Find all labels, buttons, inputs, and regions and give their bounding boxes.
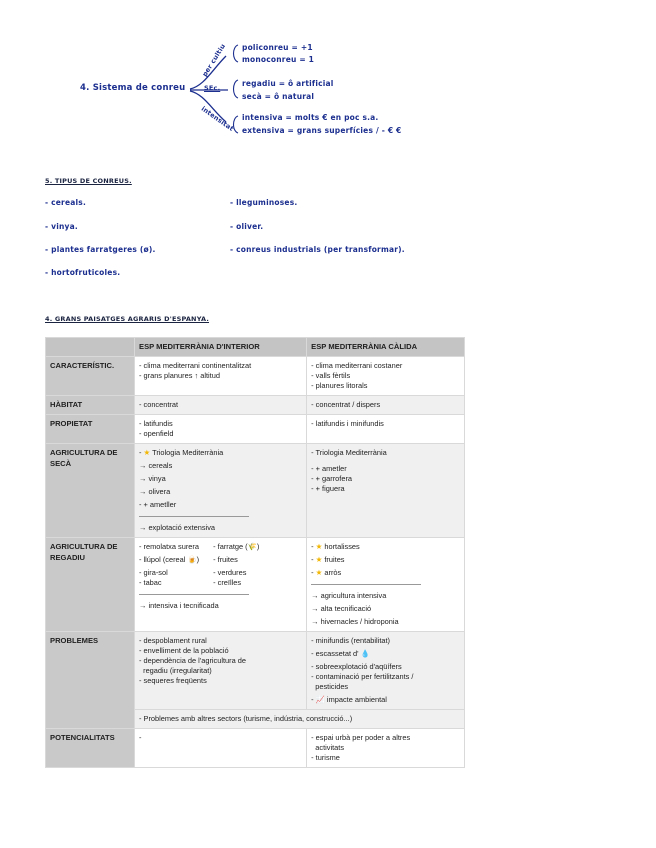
cell <box>135 538 307 632</box>
star-icon: ★ <box>315 542 323 552</box>
cell-line: - latifundis i minifundis <box>311 419 384 429</box>
paisatges-heading: 4. GRANS PAISATGES AGRARIS D'ESPANYA. <box>45 315 210 323</box>
table-header-row <box>46 338 465 357</box>
cell <box>135 396 307 415</box>
cell <box>135 632 307 710</box>
cell-text: hortalisses <box>324 542 360 552</box>
divider <box>139 516 249 517</box>
cell-line: - creïlles <box>213 578 242 588</box>
cell-line: - + ametler <box>311 464 347 474</box>
divider <box>311 584 421 585</box>
tipus-item: - vinya. <box>45 222 78 231</box>
cell-line: - valls fèrtils <box>311 371 351 381</box>
cell-line: - minifundis (rentabilitat) <box>311 636 391 646</box>
sistema-line: intensiva = molts € en poc s.a. <box>242 113 379 122</box>
table-row <box>46 729 465 768</box>
sistema-line: regadiu = ô artificial <box>242 79 334 88</box>
cell-line: → alta tecnificació <box>311 604 372 614</box>
cell <box>135 357 307 396</box>
star-icon: ★ <box>315 568 323 578</box>
table-row <box>46 396 465 415</box>
header-corner <box>46 338 135 357</box>
cell-line: - ★ Triologia Mediterrània <box>139 448 224 458</box>
cell-line: → vinya <box>139 474 166 484</box>
table-row <box>46 632 465 710</box>
cell-line: - despoblament rural <box>139 636 207 646</box>
cell-line: - ★ fruites <box>311 555 345 565</box>
cell <box>135 729 307 768</box>
cell-line: - clima mediterrani costaner <box>311 361 403 371</box>
cell-line: - envelliment de la població <box>139 646 229 656</box>
cell <box>135 415 307 444</box>
cell-line: - + garrofera <box>311 474 353 484</box>
branch-top-label: per cultiu <box>200 42 228 79</box>
branch-bottom-label: intensitat <box>199 104 236 133</box>
tipus-item: - hortofruticoles. <box>45 268 121 277</box>
cell-line: - Triologia Mediterrània <box>311 448 387 458</box>
cell-line: - remolatxa surera <box>139 542 199 552</box>
cell <box>307 538 465 632</box>
cell-line: - gira-sol <box>139 568 168 578</box>
cell-line: - concentrat <box>139 400 179 410</box>
tipus-item: - oliver. <box>230 222 264 231</box>
tipus-item: - lleguminoses. <box>230 198 298 207</box>
cell-line: - grans planures ↑ altitud <box>139 371 220 381</box>
cell-line: - 📈 impacte ambiental <box>311 695 387 705</box>
star-icon: ★ <box>315 555 323 565</box>
cell-shared: - Problemes amb altres sectors (turisme, indústria, construcció...) <box>135 710 465 729</box>
cell-line: - planures litorals <box>311 381 368 391</box>
cell-line: - ★ arròs <box>311 568 342 578</box>
cell <box>307 415 465 444</box>
sistema-line: extensiva = grans superfícies / - € € <box>242 126 402 135</box>
cell <box>307 357 465 396</box>
cell-line: - openfield <box>139 429 174 439</box>
table-row <box>46 444 465 538</box>
cell-line: - escassetat d' 💧 <box>311 649 370 659</box>
cell-line: regadiu (irregularitat) <box>139 666 212 676</box>
table-row <box>46 538 465 632</box>
divider <box>139 594 249 595</box>
cell-line: - + ametller <box>139 500 177 510</box>
cell-line: → explotació extensiva <box>139 523 215 533</box>
cell-text: Triologia Mediterrània <box>152 448 224 458</box>
cell-line: → agricultura intensiva <box>311 591 387 601</box>
cell-line: - dependència de l'agricultura de <box>139 656 247 666</box>
cell-line: - sequeres freqüents <box>139 676 207 686</box>
sistema-heading: 4. Sistema de conreu <box>80 83 186 93</box>
cell-line: - ★ hortalisses <box>311 542 360 552</box>
cell-line: → cereals <box>139 461 173 471</box>
cell-line: - verdures <box>213 568 247 578</box>
row-label: HÀBITAT <box>46 396 135 415</box>
table-row <box>46 357 465 396</box>
cell-line: → intensiva i tecnificada <box>139 601 219 611</box>
row-label: CARACTERÍSTIC. <box>46 357 135 396</box>
cell-line: - + figuera <box>311 484 345 494</box>
paisatges-table <box>45 337 465 768</box>
tipus-item: - conreus industrials (per transformar). <box>230 245 405 254</box>
cell <box>135 444 307 538</box>
cell-text: arròs <box>324 568 342 578</box>
cell-line: - <box>139 733 142 743</box>
sistema-line: policonreu = +1 <box>242 43 313 52</box>
cell-line: - fruites <box>213 555 238 565</box>
branch-root: SEc. <box>204 84 221 92</box>
tipus-item: - cereals. <box>45 198 86 207</box>
sistema-line: monoconreu = 1 <box>242 55 315 64</box>
cell-line: - llúpol (cereal 🍺) <box>139 555 200 565</box>
row-label: AGRICULTURA DE REGADIU <box>46 538 135 632</box>
sistema-line: secà = ô natural <box>242 92 315 101</box>
row-label: AGRICULTURA DE SECÀ <box>46 444 135 538</box>
tipus-item: - plantes farratgeres (ø). <box>45 245 156 254</box>
cell-line: - contaminació per fertilitzants / <box>311 672 414 682</box>
cell-line: pesticides <box>311 682 349 692</box>
star-icon: ★ <box>143 448 151 458</box>
cell-line: - turisme <box>311 753 340 763</box>
table-row <box>46 415 465 444</box>
cell-line: - farratge (🌾) <box>213 542 260 552</box>
tipus-heading: 5. TIPUS DE CONREUS. <box>45 177 132 185</box>
row-label: PROBLEMES <box>46 632 135 729</box>
cell <box>307 632 465 710</box>
header-interior: ESP MEDITERRÀNIA D'INTERIOR <box>135 338 307 357</box>
cell-line: → hivernacles / hidroponia <box>311 617 399 627</box>
cell-line: - espai urbà per poder a altres <box>311 733 411 743</box>
cell-line: - clima mediterrani continentalitzat <box>139 361 252 371</box>
cell <box>307 729 465 768</box>
row-label: POTENCIALITATS <box>46 729 135 768</box>
cell-line: → olivera <box>139 487 171 497</box>
header-calida: ESP MEDITERRÀNIA CÀLIDA <box>307 338 465 357</box>
cell <box>307 396 465 415</box>
row-label: PROPIETAT <box>46 415 135 444</box>
cell <box>307 444 465 538</box>
cell-text: fruites <box>324 555 345 565</box>
cell-line: - concentrat / dispers <box>311 400 381 410</box>
cell-line: - latifundis <box>139 419 173 429</box>
cell-line: activitats <box>311 743 345 753</box>
cell-line: - sobreexplotació d'aqüífers <box>311 662 402 672</box>
cell-line: - tabac <box>139 578 162 588</box>
